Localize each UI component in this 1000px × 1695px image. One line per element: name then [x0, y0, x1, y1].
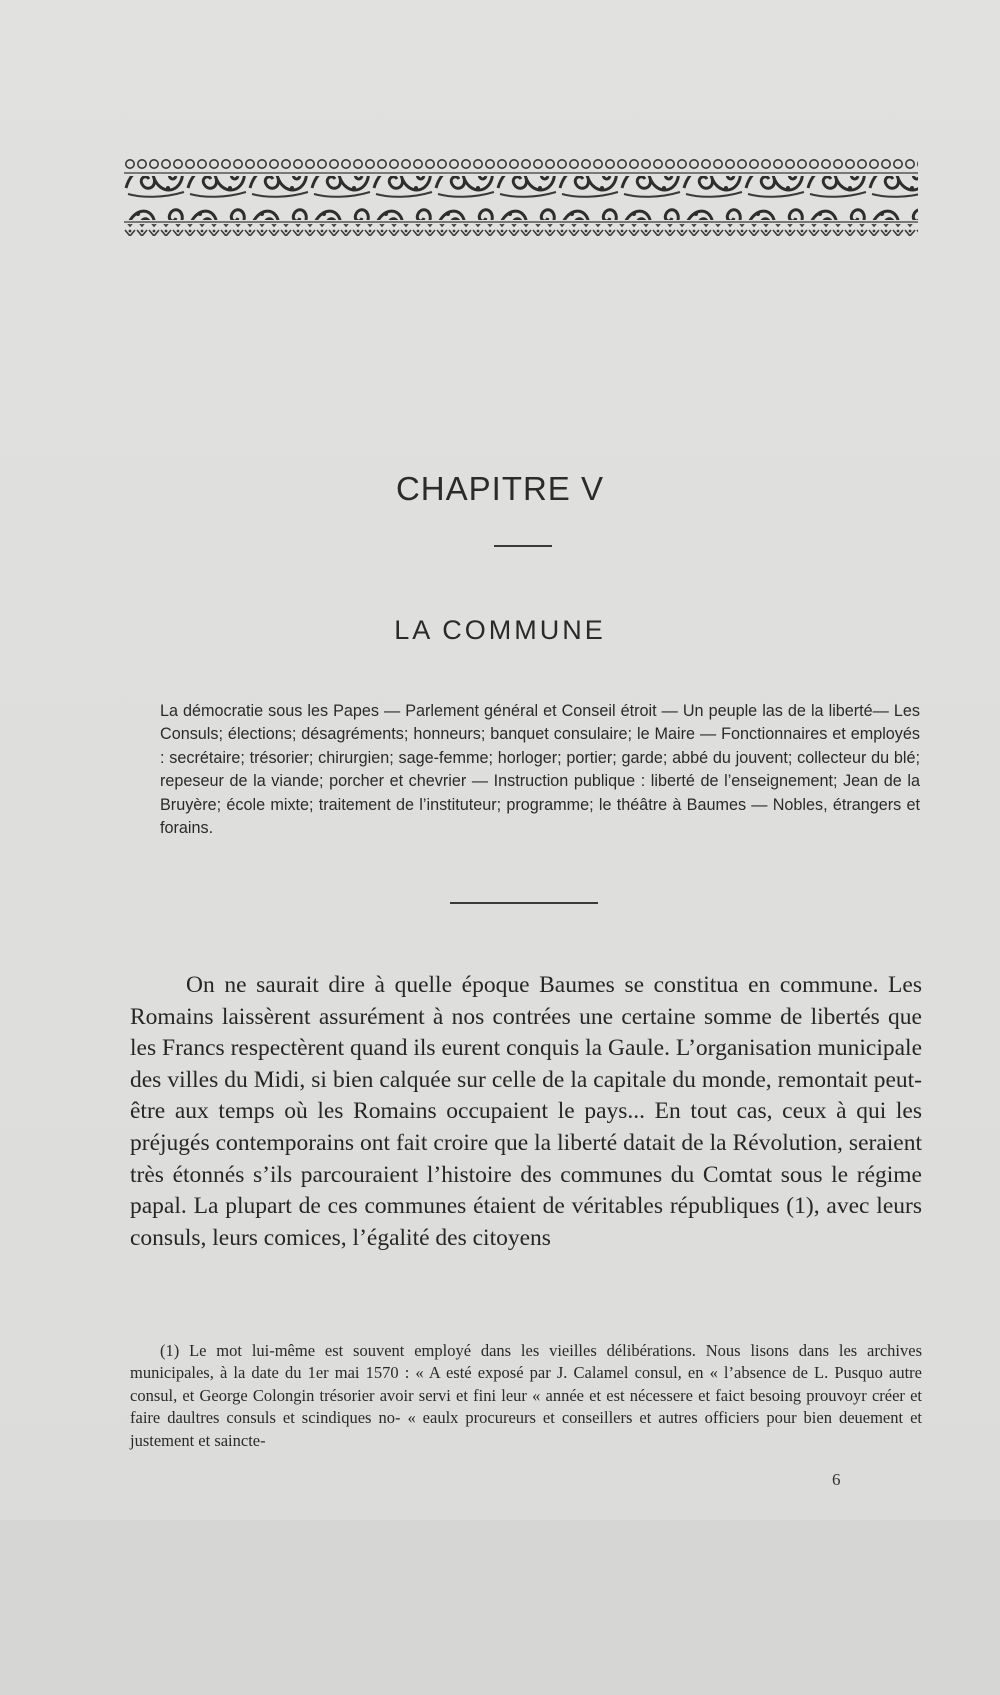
body-paragraph	[130, 970, 922, 1254]
footnote-text: (1) Le mot lui-même est souvent employé dans les vieilles délibérations. Nous lisons dans les archives municipales, à la date du 1er mai 1570 : « A esté exposé par J. Calamel consul, en « l’absence de L. Pusquo autre consul, et George Colongin trésorier avoir servi et fini leur « année et est nécessere et faict besoing prouvoyr créer et faire daultres consuls et scindiques no- « eaulx procureurs et conseillers et autres officiers pour bien deuement et justement et saincte-	[130, 1341, 922, 1450]
summary-divider	[450, 902, 598, 904]
section-title: LA COMMUNE	[394, 615, 606, 645]
footnote	[130, 1340, 922, 1452]
page-number: 6	[832, 1470, 841, 1489]
chapter-summary: La démocratie sous les Papes — Parlement général et Conseil étroit — Un peuple las de la liberté— Les Consuls; élections; désagréments; honneurs; banquet consulaire; le Maire — Fonctionnaires et employés : secrétaire; trésorier; chirurgien; sage-femme; horloger; portier; garde; abbé du jouvent; collecteur du blé; repeseur de la viande; porcher et chevrier — Instruction publique : liberté de l’enseignement; Jean de la Bruyère; école mixte; traitement de l’instituteur; programme; le théâtre à Baumes — Nobles, étrangers et forains.	[160, 702, 920, 838]
body-paragraph-text: On ne saurait dire à quelle époque Baumes se constitua en commune. Les Romains laissèrent assurément à nos contrées une certaine somme de libertés que les Francs respectèrent quand ils eurent conquis la Gaule. L’organisation municipale des villes du Midi, si bien calquée sur celle de la capitale du monde, remontait peut-être aux temps où les Romains occupaient le pays... En tout cas, ceux à qui les préjugés contemporains ont fait croire que la liberté datait de la Révolution, seraient très étonnés s’ils parcouraient l’histoire des communes du Comtat sous le régime papal. La plupart de ces communes étaient de véritables républiques (1), avec leurs consuls, leurs comices, l’égalité des citoyens	[130, 972, 922, 1251]
scan-bottom-band	[0, 1520, 1000, 1695]
title-divider	[494, 545, 552, 547]
chapter-title: CHAPITRE V	[395, 470, 605, 507]
decorative-ornament-band	[124, 158, 918, 244]
